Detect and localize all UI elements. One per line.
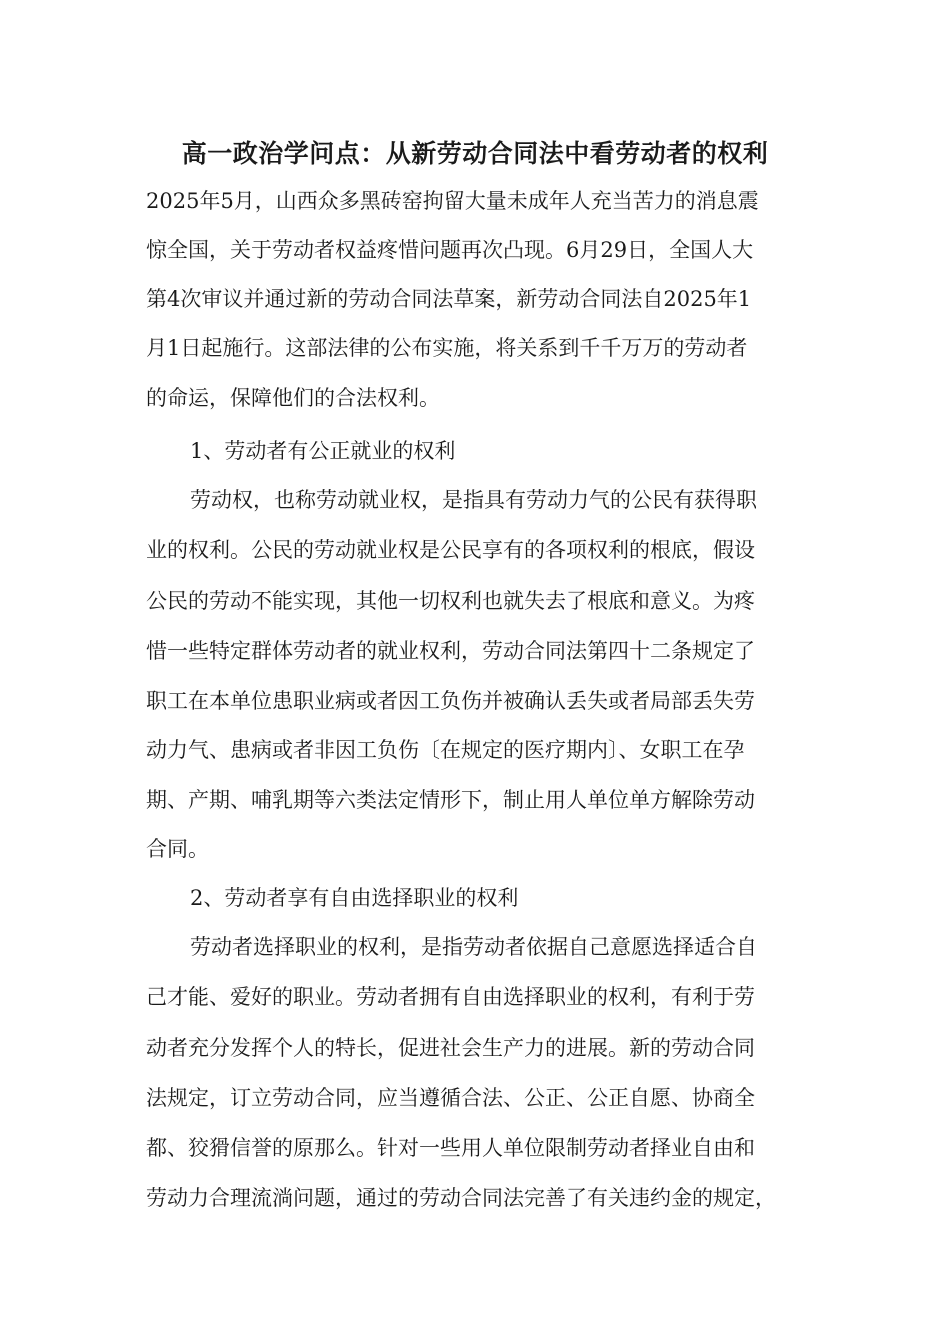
paragraph-line: 2025年5月，山西众多黑砖窑拘留大量未成年人充当苦力的消息震 — [146, 189, 759, 213]
paragraph-line: 法规定，订立劳动合同，应当遵循合法、公正、公正自愿、协商全 — [146, 1086, 755, 1110]
paragraph-line: 劳动权，也称劳动就业权，是指具有劳动力气的公民有获得职 — [190, 488, 757, 512]
section-heading: 2、劳动者享有自由选择职业的权利 — [190, 886, 519, 910]
paragraph-line: 业的权利。公民的劳动就业权是公民享有的各项权利的根底，假设 — [146, 538, 755, 562]
paragraph-line: 惊全国，关于劳动者权益疼惜问题再次凸现。6月29日，全国人大 — [146, 238, 754, 262]
section-heading: 1、劳动者有公正就业的权利 — [190, 439, 456, 463]
paragraph-line: 合同。 — [146, 837, 209, 861]
paragraph-line: 月1日起施行。这部法律的公布实施，将关系到千千万万的劳动者 — [146, 336, 748, 360]
paragraph-line: 职工在本单位患职业病或者因工负伤并被确认丢失或者局部丢失劳 — [146, 689, 755, 713]
paragraph-line: 的命运，保障他们的合法权利。 — [146, 386, 440, 410]
paragraph-line: 公民的劳动不能实现，其他一切权利也就失去了根底和意义。为疼 — [146, 589, 755, 613]
paragraph-line: 第4次审议并通过新的劳动合同法草案，新劳动合同法自2025年1 — [146, 287, 752, 311]
paragraph-line: 期、产期、哺乳期等六类法定情形下，制止用人单位单方解除劳动 — [146, 788, 755, 812]
document-title: 高一政治学问点：从新劳动合同法中看劳动者的权利 — [181, 139, 769, 168]
paragraph-line: 劳动力合理流淌问题，通过的劳动合同法完善了有关违约金的规定， — [146, 1186, 776, 1210]
paragraph-line: 都、狡猾信誉的原那么。针对一些用人单位限制劳动者择业自由和 — [146, 1136, 755, 1160]
paragraph-line: 动力气、患病或者非因工负伤〔在规定的医疗期内〕、女职工在孕 — [146, 738, 745, 762]
paragraph-line: 劳动者选择职业的权利，是指劳动者依据自己意愿选择适合自 — [190, 935, 757, 959]
paragraph-line: 动者充分发挥个人的特长，促进社会生产力的进展。新的劳动合同 — [146, 1036, 755, 1060]
paragraph-line: 惜一些特定群体劳动者的就业权利，劳动合同法第四十二条规定了 — [146, 639, 755, 663]
paragraph-line: 己才能、爱好的职业。劳动者拥有自由选择职业的权利，有利于劳 — [146, 985, 755, 1009]
